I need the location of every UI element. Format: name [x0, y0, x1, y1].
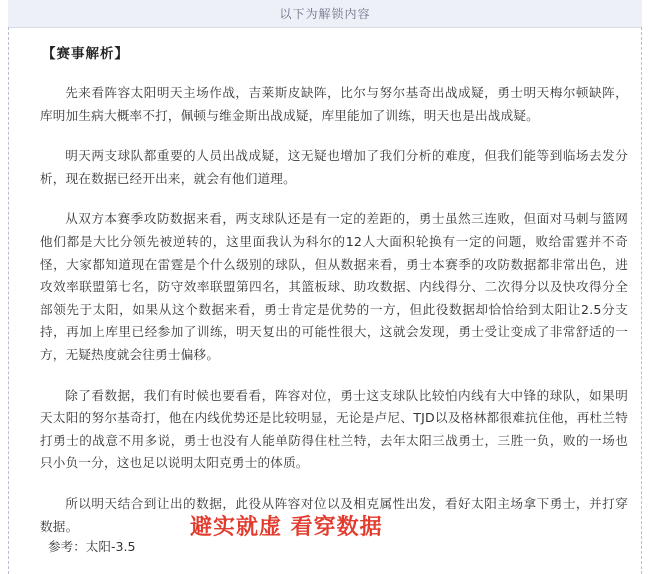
- reference-line: 参考：太阳-3.5: [48, 539, 136, 554]
- article-paragraph: 除了看数据，我们有时候也要看看，阵容对位，勇士这支球队比较怕内线有大中锋的球队，如果明天太阳的努尔基奇打，他在内线优势还是比较明显，无论是卢尼、TJD以及格林都很难抗住他，再杜兰特打勇士的战意不用多说，勇士也没有人能单防得住杜兰特，去年太阳三战勇士，三胜一负，败的一场也只小负一分，这也足以说明太阳克勇士的体质。: [40, 387, 628, 471]
- article-paragraph: 先来看阵容太阳明天主场作战，吉莱斯皮缺阵，比尔与努尔基奇出战成疑，勇士明天梅尔顿缺阵，库明加生病大概率不打，佩顿与维金斯出战成疑，库里能加了训练，明天也是出战成疑。: [40, 85, 628, 123]
- article-paragraph: 从双方本赛季攻防数据来看，两支球队还是有一定的差距的，勇士虽然三连败，但面对马刺与篮网他们都是大比分领先被逆转的，这里面我认为科尔的12人大面积轮换有一定的问题，败给雷霆并不奇怪，大家都知道现在雷霆是个什么级别的球队，但从数据来看，勇士本赛季的攻防数据都非常出色，进攻效率联盟第七名，防守效率联盟第四名，其篮板球、助攻数据、内线得分、二次得分以及快攻得分全部领先于太阳，如果从这个数据来看，勇士肯定是优势的一方，但此役数据却恰恰给到太阳让2.5分支持，再加上库里已经参加了训练，明天复出的可能性很大，这就会发现，勇士受让变成了非常舒适的一方，无疑热度就会往勇士偏移。: [40, 211, 628, 362]
- unlock-banner-label: 以下为解锁内容: [279, 7, 371, 21]
- article-body: [40, 42, 628, 556]
- unlock-banner: [8, 0, 642, 28]
- article-heading: 【赛事解析】: [42, 46, 129, 62]
- article-paragraph: 明天两支球队都重要的人员出战成疑，这无疑也增加了我们分析的难度，但我们能等到临场去发分析，现在数据已经开出来，就会有他们道理。: [40, 148, 628, 186]
- article-paragraph: 所以明天结合到让出的数据，此役从阵容对位以及相克属性出发，看好太阳主场拿下勇士，并打穿数据。: [40, 495, 628, 534]
- slogan-text: 避实就虚 看穿数据: [190, 515, 383, 540]
